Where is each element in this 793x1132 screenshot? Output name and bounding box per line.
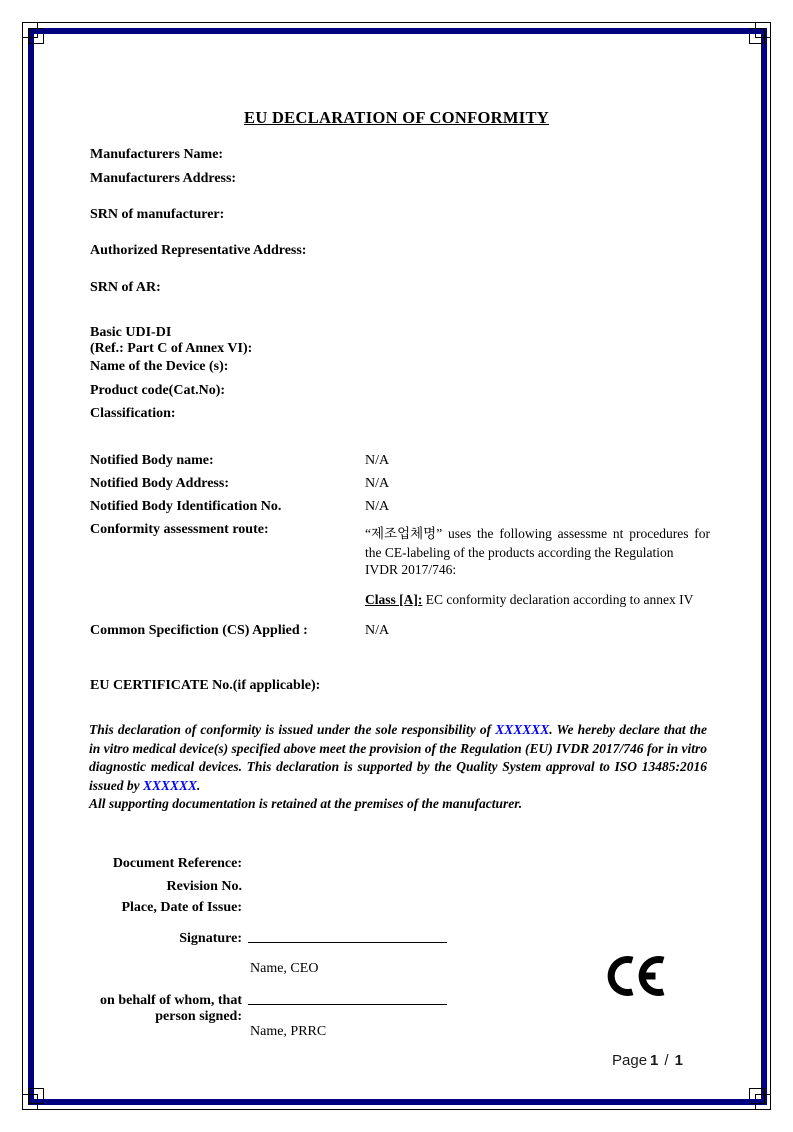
border-corner-ornament-bl-inner	[28, 1088, 44, 1104]
on-behalf-label-line2: person signed:	[155, 1009, 242, 1024]
declaration-paragraph-1	[89, 721, 707, 795]
border-corner-ornament-tr-inner	[749, 28, 765, 44]
route-text-line2: the CE-labeling of the products according the Regulation	[365, 545, 674, 560]
current-page-number: 1	[650, 1052, 659, 1069]
ce-mark-icon	[606, 953, 670, 1004]
basic-udi-di-label-line2: (Ref.: Part C of Annex VI):	[90, 341, 253, 356]
product-code-label: Product code(Cat.No):	[90, 383, 226, 398]
signature-label: Signature:	[179, 931, 242, 946]
declaration-text-mid: . We hereby declare that the in vitro medical device(s) specified above meet the provision of the Regulation (EU) IVDR 2017/746 for in vitro diagnostic medical devices. This declaration is supported by the Quality System approval to ISO 13485:2016 issued by	[89, 722, 707, 793]
signature-line-ceo	[248, 942, 447, 943]
conformity-class-label: Class [A]:	[365, 592, 423, 607]
declaration-placeholder-2: XXXXXX	[143, 777, 198, 793]
conformity-assessment-route-text	[365, 524, 710, 578]
srn-of-manufacturer-label: SRN of manufacturer:	[90, 207, 225, 222]
notified-body-address-value: N/A	[365, 476, 390, 491]
manufacturers-name-label: Manufacturers Name:	[90, 147, 224, 162]
manufacturers-address-label: Manufacturers Address:	[90, 171, 237, 186]
total-page-number: 1	[674, 1052, 683, 1069]
conformity-class-line	[365, 592, 693, 608]
common-specification-label: Common Specifiction (CS) Applied :	[90, 623, 308, 638]
signature-name-prrc: Name, PRRC	[250, 1024, 327, 1039]
name-of-device-label: Name of the Device (s):	[90, 359, 229, 374]
signature-line-prrc	[248, 1004, 447, 1005]
declaration-text-end: .	[197, 777, 201, 793]
eu-certificate-no-label: EU CERTIFICATE No.(if applicable):	[90, 678, 321, 693]
place-date-of-issue-label: Place, Date of Issue:	[121, 900, 242, 915]
border-corner-ornament-tl-inner	[28, 28, 44, 44]
revision-no-label: Revision No.	[166, 879, 242, 894]
declaration-paragraph-2: All supporting documentation is retained at the premises of the manufacturer.	[89, 796, 523, 812]
notified-body-identification-no-label: Notified Body Identification No.	[90, 499, 282, 514]
conformity-assessment-route-label: Conformity assessment route:	[90, 522, 269, 537]
declaration-placeholder-1: XXXXXX	[495, 722, 550, 737]
notified-body-identification-no-value: N/A	[365, 499, 390, 514]
declaration-text: This declaration of conformity is issued under the sole responsibility of	[89, 722, 496, 737]
common-specification-value: N/A	[365, 623, 390, 638]
route-text-line1: “제조업체명” uses the following assessme nt procedures for	[365, 526, 710, 541]
page-separator: /	[664, 1052, 669, 1069]
declaration-statement	[89, 721, 707, 814]
page-number	[612, 1052, 686, 1069]
border-corner-ornament-br-inner	[749, 1088, 765, 1104]
route-text-line3: IVDR 2017/746:	[365, 562, 457, 577]
document-reference-label: Document Reference:	[112, 856, 242, 871]
basic-udi-di-label-line1: Basic UDI-DI	[90, 325, 172, 340]
signature-name-ceo: Name, CEO	[250, 961, 319, 976]
notified-body-address-label: Notified Body Address:	[90, 476, 229, 491]
notified-body-name-label: Notified Body name:	[90, 453, 214, 468]
on-behalf-label-line1: on behalf of whom, that	[100, 993, 242, 1008]
srn-of-ar-label: SRN of AR:	[90, 280, 161, 295]
page-title: EU DECLARATION OF CONFORMITY	[244, 108, 549, 127]
notified-body-name-value: N/A	[365, 453, 390, 468]
authorized-representative-address-label: Authorized Representative Address:	[90, 243, 307, 258]
classification-label: Classification:	[90, 406, 176, 421]
conformity-class-text: EC conformity declaration according to annex IV	[422, 592, 694, 607]
page-word: Page	[612, 1052, 648, 1069]
